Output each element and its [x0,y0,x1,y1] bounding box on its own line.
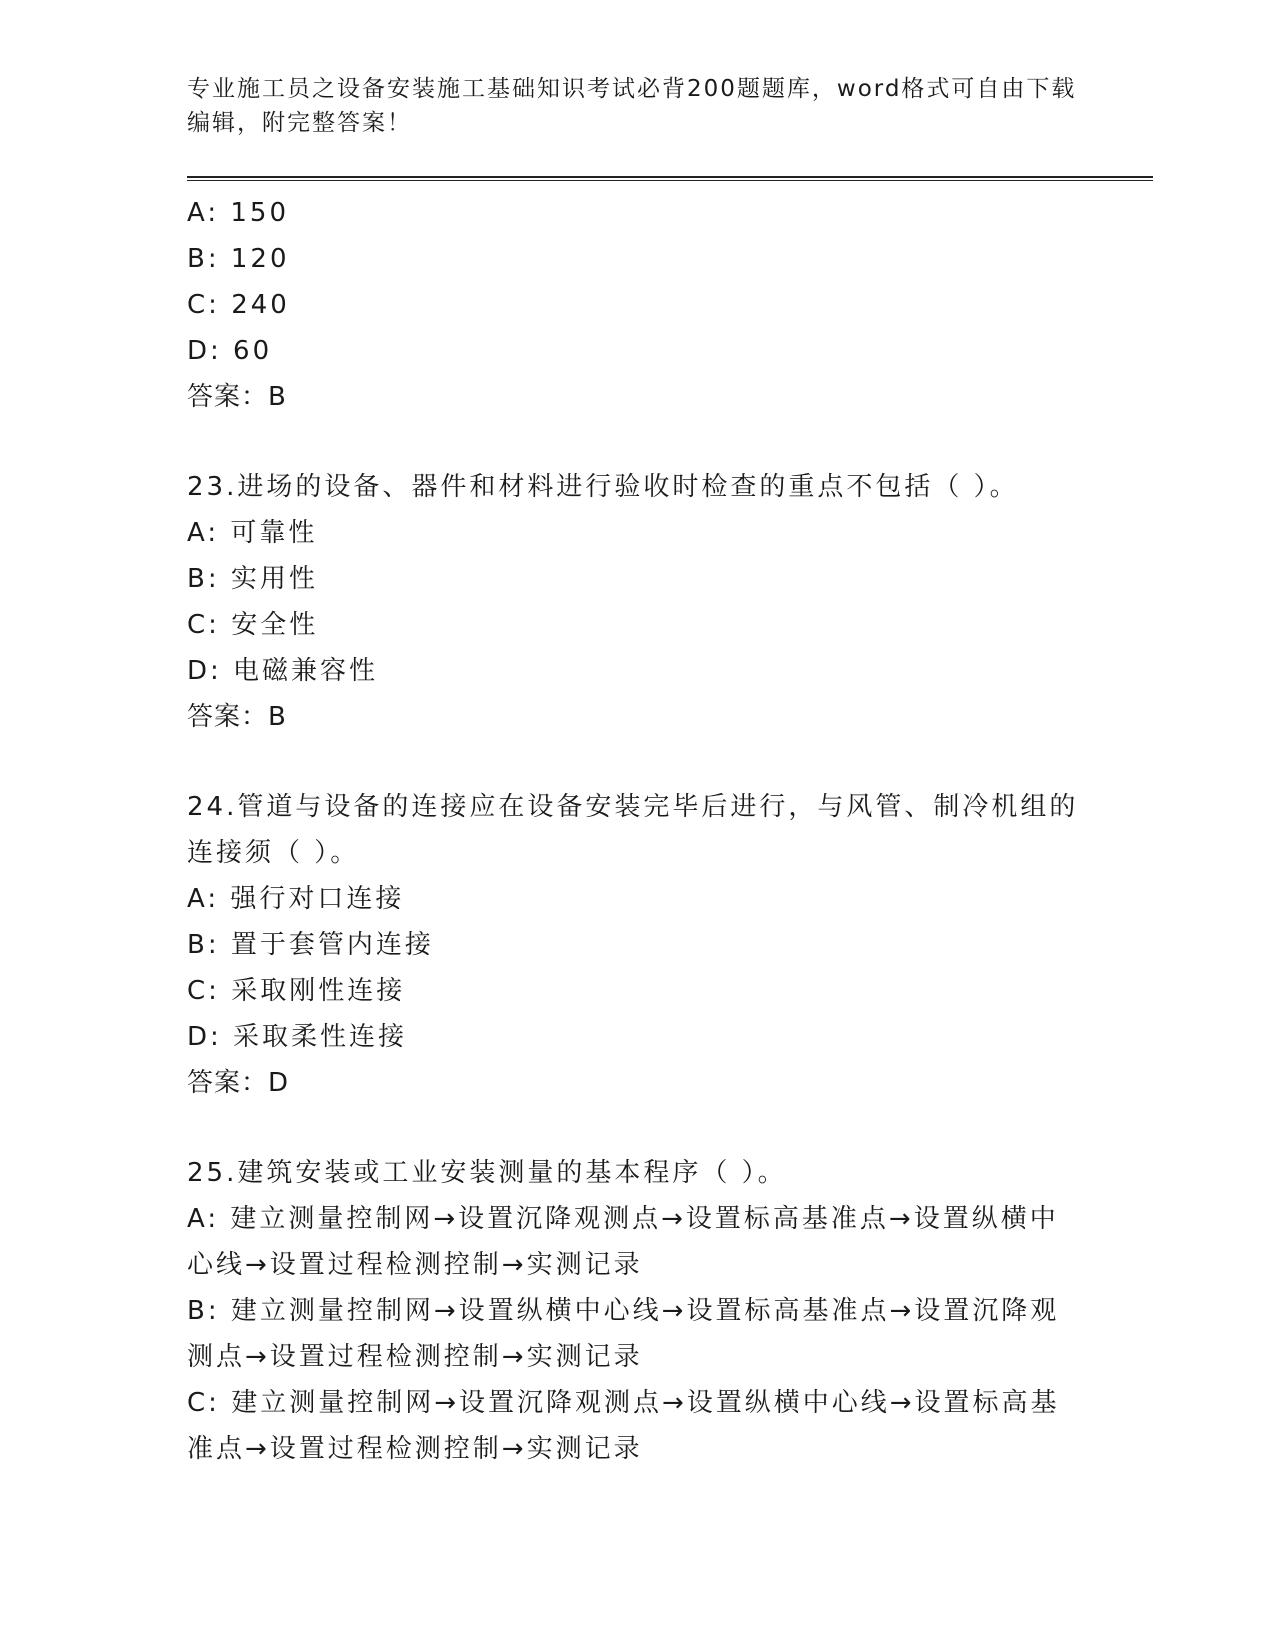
question-stem: 23.进场的设备、器件和材料进行验收时检查的重点不包括（ ）。 [187,472,1019,502]
option-c: C: 采取刚性连接 [187,976,406,1006]
option-d: D: 采取柔性连接 [187,1022,408,1052]
option-a: A: 强行对口连接 [187,884,405,914]
option-c: C: 安全性 [187,610,319,640]
option-c: C: 240 [187,290,290,320]
option-d: D: 电磁兼容性 [187,656,379,686]
answer: 答案：B [187,382,287,412]
question-stem: 24.管道与设备的连接应在设备安装完毕后进行，与风管、制冷机组的连接须（ ）。 [187,792,1079,868]
question-24 [187,784,1087,1106]
option-d: D: 60 [187,336,273,366]
option-a: A: 建立测量控制网→设置沉降观测点→设置标高基准点→设置纵横中心线→设置过程检测控制→实测记录 [187,1204,1059,1280]
header-divider [187,176,1153,181]
document-content [187,190,1087,1472]
answer: 答案：D [187,1068,290,1098]
option-a: A: 150 [187,198,289,228]
partial-question [187,190,1087,420]
question-25 [187,1150,1087,1472]
question-stem: 25.建筑安装或工业安装测量的基本程序（ ）。 [187,1158,787,1188]
answer: 答案：B [187,702,287,732]
question-23 [187,464,1087,740]
option-b: B: 建立测量控制网→设置纵横中心线→设置标高基准点→设置沉降观测点→设置过程检测控制→实测记录 [187,1296,1060,1372]
option-b: B: 置于套管内连接 [187,930,434,960]
option-b: B: 120 [187,244,290,274]
option-b: B: 实用性 [187,564,318,594]
option-a: A: 可靠性 [187,518,318,548]
option-c: C: 建立测量控制网→设置沉降观测点→设置纵横中心线→设置标高基准点→设置过程检测控制→实测记录 [187,1388,1060,1464]
document-header-title: 专业施工员之设备安装施工基础知识考试必背200题题库，word格式可自由下载编辑，附完整答案！ [187,76,1077,136]
